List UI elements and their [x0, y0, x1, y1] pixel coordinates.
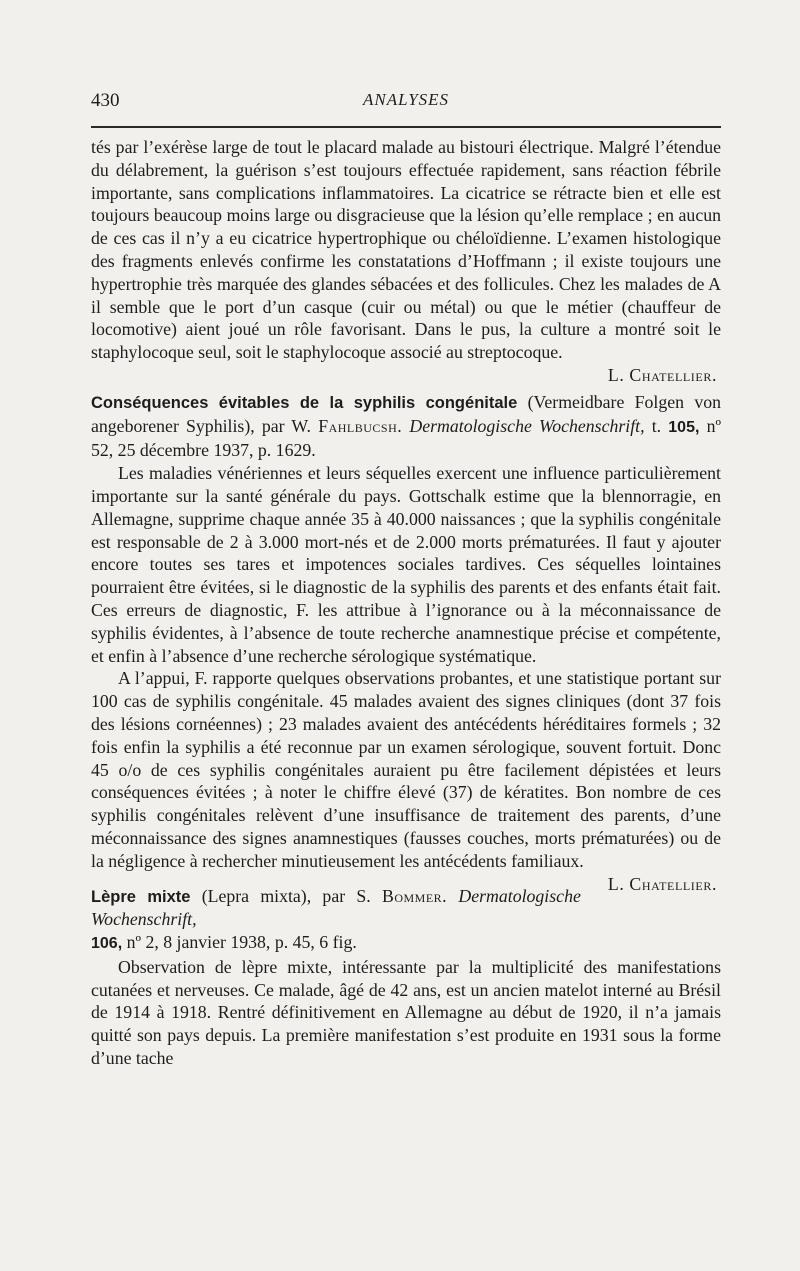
volume-prefix: t.	[651, 415, 662, 436]
article-paragraph: Les maladies vénériennes et leurs séquelles exercent une influence particulièrement importante sur la santé générale du pays. Gottschalk estime que la blennorragie, en Allemagne, supprime chaque année 35 à 40.000 naissances ; que la syphilis congénitale est responsable de 2 à 3.000 mort-nés et de 2.000 morts prématurées. Il faut y ajouter encore toutes ses tares et impotences sociales tardives. Ces séquelles lointaines pourraient être évitées, si le diagnostic de la syphilis des parents et des enfants était fait. Ces erreurs de diagnostic, F. les attribue à l’ignorance ou à la méconnaissance de syphilis évidentes, à l’absence de toute recherche anamnestique précise et compétente, et enfin à l’absence d’une recherche sérologique systématique.	[91, 463, 721, 666]
paragraph-text: A l’appui, F. rapporte quelques observations probantes, et une statistique portant sur 100 cas de syphilis congénitale. 45 malades avaient des signes cliniques (dont 37 fois des lésions cornéennes) ; 23 malades avaient des antécédents héréditaires formels ; 32 fois enfin la syphilis a été reconnue par un examen sérologique, souvent fortuit. Donc 45 o/o de ces syphilis congénitales auraient pu être facilement dépistées et leurs conséquences évitées ; à noter le chiffre élevé (37) de kératites. Bon nombre de ces syphilis congénitales relèvent d’une insuffisance de traitement des parents, d’une méconnaissance des signes anamnestiques (fausses couches, morts prématurées) ou de la négligence à rechercher minutieusement les antécédents familiaux.	[91, 668, 721, 871]
signature: L. Chatellier.	[607, 873, 717, 894]
article-volume: 106,	[91, 935, 123, 953]
article-heading-syphilis	[91, 391, 721, 462]
article-volume: 105,	[668, 418, 700, 436]
article-author: Fahlbucsh.	[318, 415, 403, 436]
continuation-paragraph: tés par l’exérèse large de tout le placard malade au bistouri électrique. Malgré l’étendue du délabrement, la guérison s’est toujours effectuée rapidement, sans réaction fébrile importante, sans complications inflammatoires. La cicatrice se rétracte bien et elle est toujours beaucoup moins large ou disgracieuse que la lésion qu’elle remplace ; en aucun de ces cas il n’y a eu cicatrice hypertrophique ou chéloïdienne. L’examen histologique des fragments enlevés confirme les constatations d’Hoffmann ; il existe toujours une hypertrophie très marquée des glandes sébacées et des follicules. Chez les malades de A il semble que le port d’un casque (cuir ou métal) ou que le métier (chauffeur de locomotive) aient joué un rôle favorisant. Dans le pus, la culture a montré soit le staphylocoque seul, soit le staphylocoque associé au streptocoque.	[91, 137, 721, 363]
article-journal: Dermatologische Wochenschrift,	[409, 415, 645, 436]
article-original-title: (Lepra mixta), par S.	[201, 885, 371, 906]
article-title: Lèpre mixte	[91, 887, 191, 906]
article-author: Bommer.	[381, 885, 448, 906]
page-body	[91, 136, 721, 1070]
article-issue-details: nº 52, 25 décembre 1937, p. 1629.	[91, 415, 721, 461]
header-rule	[91, 126, 721, 128]
article-original-title: (Vermeidbare Folgen von angeborener Syphilis), par W.	[91, 391, 721, 436]
article-paragraph	[91, 667, 721, 894]
page-header	[91, 90, 721, 116]
page-number: 430	[91, 90, 120, 111]
article-journal: Dermatologische Wochenschrift,	[91, 885, 581, 930]
article-paragraph: Observation de lèpre mixte, intéressante par la multiplicité des manifestations cutanées et nerveuses. Ce malade, âgé de 42 ans, est un ancien matelot interné au Brésil de 1914 à 1918. Rentré définitivement en Allemagne au début de 1920, il n’a jamais quitté son pays depuis. La première manifestation s’est produite en 1931 sous la forme d’une tache	[91, 956, 721, 1069]
article-issue-details: nº 2, 8 janvier 1938, p. 45, 6 fig.	[126, 932, 357, 953]
signature: L. Chatellier.	[607, 364, 717, 385]
article-title: Conséquences évitables de la syphilis congénitale	[91, 393, 518, 412]
running-head: ANALYSES	[362, 90, 450, 109]
